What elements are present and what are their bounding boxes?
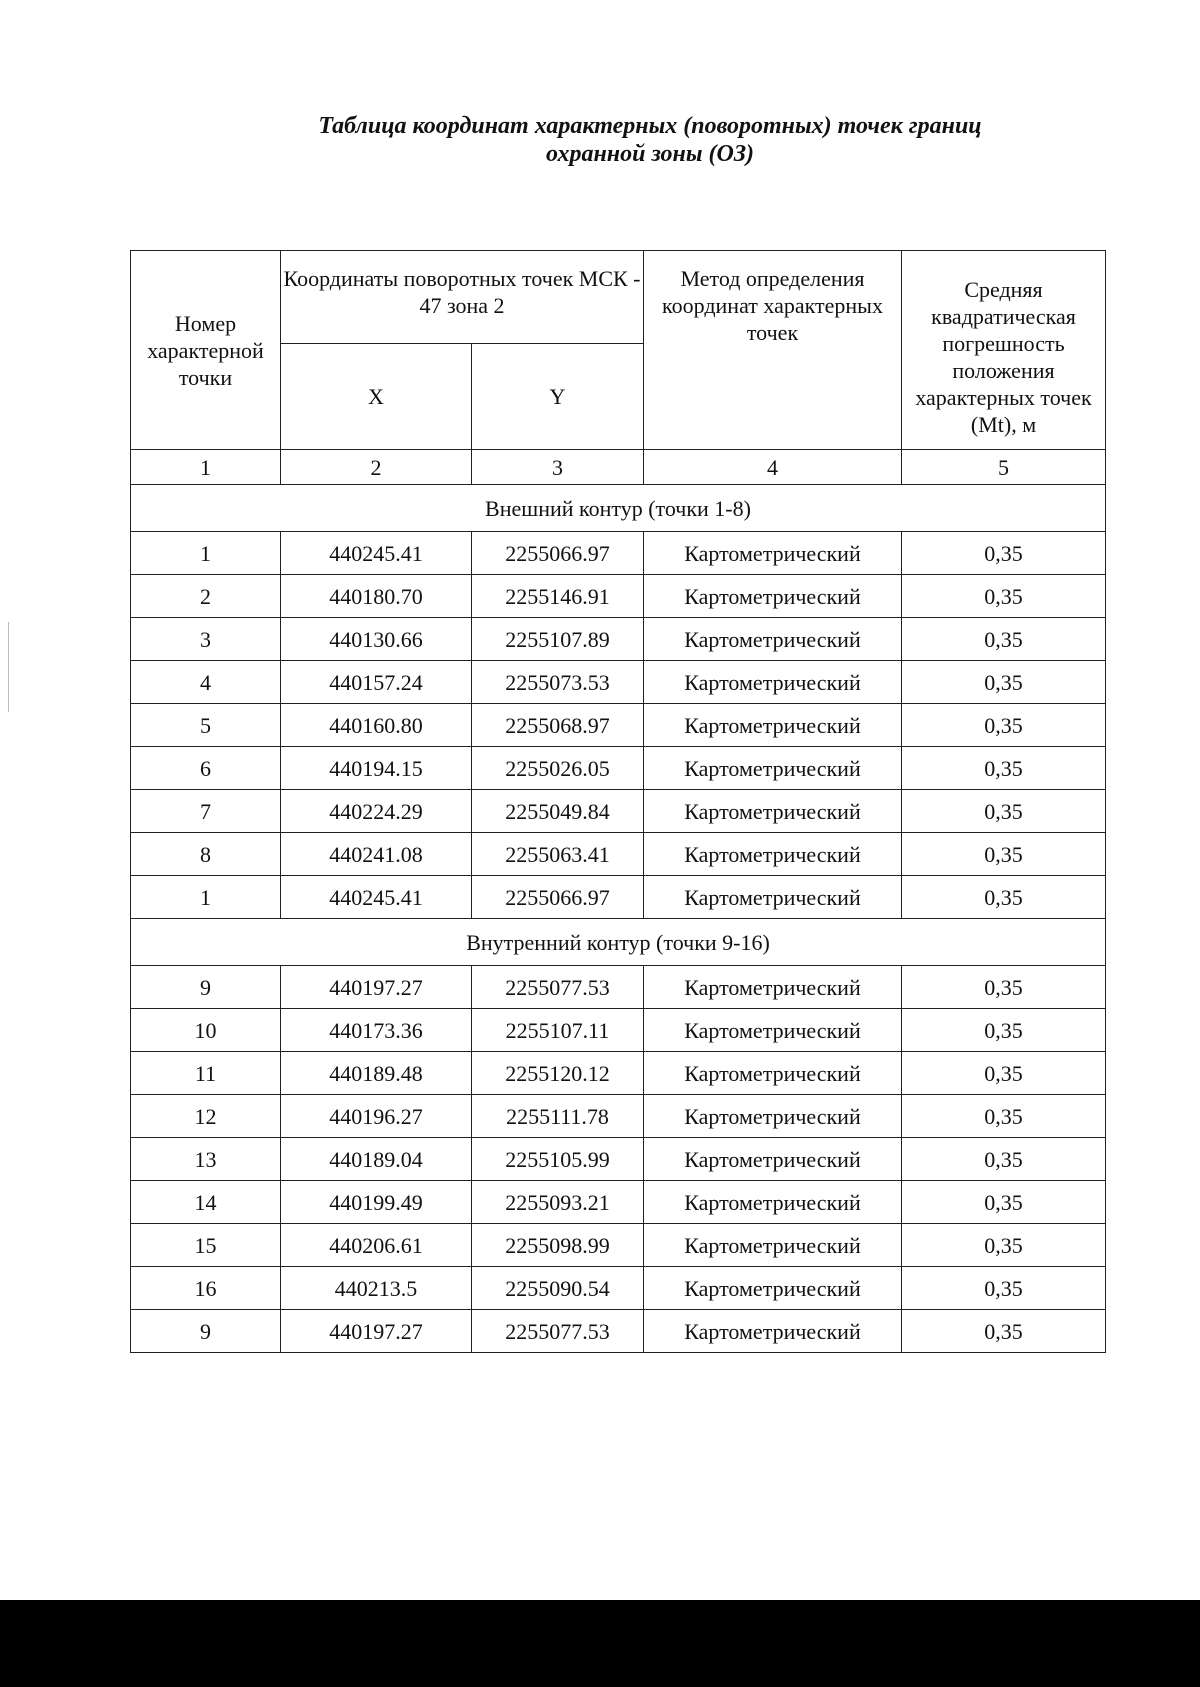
header-row-1	[131, 251, 1106, 344]
column-number: 5	[902, 450, 1106, 485]
error-cell: 0,35	[902, 575, 1106, 618]
section-header-row	[131, 485, 1106, 532]
method-cell: Картометрический	[644, 704, 902, 747]
table-row	[131, 876, 1106, 919]
section-header-row	[131, 919, 1106, 966]
x-coordinate-cell: 440196.27	[281, 1095, 472, 1138]
table-row	[131, 1052, 1106, 1095]
title-line-2: охранной зоны (ОЗ)	[545, 141, 755, 167]
column-number: 4	[644, 450, 902, 485]
method-cell: Картометрический	[644, 833, 902, 876]
point-number-cell: 1	[131, 532, 281, 575]
method-cell: Картометрический	[644, 1095, 902, 1138]
method-cell: Картометрический	[644, 1052, 902, 1095]
column-numbers-row	[131, 450, 1106, 485]
error-cell: 0,35	[902, 1310, 1106, 1353]
error-cell: 0,35	[902, 661, 1106, 704]
y-coordinate-cell: 2255066.97	[472, 876, 644, 919]
point-number-cell: 4	[131, 661, 281, 704]
scan-artifact-line	[8, 622, 9, 712]
x-coordinate-cell: 440160.80	[281, 704, 472, 747]
error-cell: 0,35	[902, 833, 1106, 876]
point-number-cell: 8	[131, 833, 281, 876]
method-cell: Картометрический	[644, 966, 902, 1009]
error-cell: 0,35	[902, 966, 1106, 1009]
x-coordinate-cell: 440245.41	[281, 876, 472, 919]
point-number-cell: 2	[131, 575, 281, 618]
x-coordinate-cell: 440157.24	[281, 661, 472, 704]
error-cell: 0,35	[902, 1138, 1106, 1181]
error-cell: 0,35	[902, 1052, 1106, 1095]
column-number: 2	[281, 450, 472, 485]
error-cell: 0,35	[902, 790, 1106, 833]
point-number-cell: 5	[131, 704, 281, 747]
y-coordinate-cell: 2255107.11	[472, 1009, 644, 1052]
header-method: Метод определения координат характерных точек	[644, 251, 902, 450]
method-cell: Картометрический	[644, 618, 902, 661]
method-cell: Картометрический	[644, 790, 902, 833]
point-number-cell: 14	[131, 1181, 281, 1224]
method-cell: Картометрический	[644, 1138, 902, 1181]
point-number-cell: 9	[131, 966, 281, 1009]
scan-dark-band	[0, 1600, 1200, 1687]
error-cell: 0,35	[902, 747, 1106, 790]
y-coordinate-cell: 2255026.05	[472, 747, 644, 790]
x-coordinate-cell: 440213.5	[281, 1267, 472, 1310]
y-coordinate-cell: 2255049.84	[472, 790, 644, 833]
point-number-cell: 10	[131, 1009, 281, 1052]
table-row	[131, 704, 1106, 747]
method-cell: Картометрический	[644, 747, 902, 790]
document-title	[200, 112, 1100, 168]
method-cell: Картометрический	[644, 575, 902, 618]
table-row	[131, 1310, 1106, 1353]
x-coordinate-cell: 440241.08	[281, 833, 472, 876]
method-cell: Картометрический	[644, 1310, 902, 1353]
error-cell: 0,35	[902, 532, 1106, 575]
table-row	[131, 747, 1106, 790]
table-row	[131, 1224, 1106, 1267]
x-coordinate-cell: 440206.61	[281, 1224, 472, 1267]
point-number-cell: 1	[131, 876, 281, 919]
y-coordinate-cell: 2255098.99	[472, 1224, 644, 1267]
x-coordinate-cell: 440173.36	[281, 1009, 472, 1052]
point-number-cell: 9	[131, 1310, 281, 1353]
point-number-cell: 16	[131, 1267, 281, 1310]
table-row	[131, 1181, 1106, 1224]
point-number-cell: 7	[131, 790, 281, 833]
coordinates-table	[130, 250, 1106, 1353]
method-cell: Картометрический	[644, 876, 902, 919]
error-cell: 0,35	[902, 704, 1106, 747]
y-coordinate-cell: 2255107.89	[472, 618, 644, 661]
section-title: Внешний контур (точки 1-8)	[131, 485, 1106, 532]
y-coordinate-cell: 2255105.99	[472, 1138, 644, 1181]
table-row	[131, 833, 1106, 876]
method-cell: Картометрический	[644, 1224, 902, 1267]
y-coordinate-cell: 2255063.41	[472, 833, 644, 876]
y-coordinate-cell: 2255066.97	[472, 532, 644, 575]
table-row	[131, 1138, 1106, 1181]
error-cell: 0,35	[902, 1181, 1106, 1224]
method-cell: Картометрический	[644, 1267, 902, 1310]
header-point-number: Номер характерной точки	[131, 251, 281, 450]
method-cell: Картометрический	[644, 1009, 902, 1052]
method-cell: Картометрический	[644, 661, 902, 704]
point-number-cell: 12	[131, 1095, 281, 1138]
coordinates-table-body	[131, 251, 1106, 1353]
table-row	[131, 790, 1106, 833]
column-number: 3	[472, 450, 644, 485]
table-row	[131, 532, 1106, 575]
x-coordinate-cell: 440189.48	[281, 1052, 472, 1095]
x-coordinate-cell: 440224.29	[281, 790, 472, 833]
header-y: Y	[472, 344, 644, 450]
error-cell: 0,35	[902, 876, 1106, 919]
header-x: X	[281, 344, 472, 450]
y-coordinate-cell: 2255077.53	[472, 1310, 644, 1353]
point-number-cell: 11	[131, 1052, 281, 1095]
x-coordinate-cell: 440180.70	[281, 575, 472, 618]
y-coordinate-cell: 2255111.78	[472, 1095, 644, 1138]
x-coordinate-cell: 440245.41	[281, 532, 472, 575]
error-cell: 0,35	[902, 618, 1106, 661]
header-error: Средняя квадратическая погрешность положения характерных точек (Mt), м	[902, 251, 1106, 450]
x-coordinate-cell: 440197.27	[281, 966, 472, 1009]
table-row	[131, 1009, 1106, 1052]
y-coordinate-cell: 2255120.12	[472, 1052, 644, 1095]
x-coordinate-cell: 440194.15	[281, 747, 472, 790]
x-coordinate-cell: 440199.49	[281, 1181, 472, 1224]
table-row	[131, 1267, 1106, 1310]
column-number: 1	[131, 450, 281, 485]
title-line-1: Таблица координат характерных (поворотных) точек границ	[318, 113, 982, 139]
method-cell: Картометрический	[644, 532, 902, 575]
table-row	[131, 618, 1106, 661]
point-number-cell: 13	[131, 1138, 281, 1181]
table-row	[131, 966, 1106, 1009]
x-coordinate-cell: 440189.04	[281, 1138, 472, 1181]
point-number-cell: 15	[131, 1224, 281, 1267]
y-coordinate-cell: 2255146.91	[472, 575, 644, 618]
error-cell: 0,35	[902, 1009, 1106, 1052]
table-row	[131, 1095, 1106, 1138]
method-cell: Картометрический	[644, 1181, 902, 1224]
section-title: Внутренний контур (точки 9-16)	[131, 919, 1106, 966]
table-row	[131, 575, 1106, 618]
x-coordinate-cell: 440130.66	[281, 618, 472, 661]
y-coordinate-cell: 2255077.53	[472, 966, 644, 1009]
error-cell: 0,35	[902, 1224, 1106, 1267]
x-coordinate-cell: 440197.27	[281, 1310, 472, 1353]
error-cell: 0,35	[902, 1267, 1106, 1310]
table-row	[131, 661, 1106, 704]
header-coordinates: Координаты поворотных точек МСК - 47 зона 2	[281, 251, 644, 344]
point-number-cell: 6	[131, 747, 281, 790]
error-cell: 0,35	[902, 1095, 1106, 1138]
y-coordinate-cell: 2255090.54	[472, 1267, 644, 1310]
y-coordinate-cell: 2255073.53	[472, 661, 644, 704]
y-coordinate-cell: 2255093.21	[472, 1181, 644, 1224]
point-number-cell: 3	[131, 618, 281, 661]
y-coordinate-cell: 2255068.97	[472, 704, 644, 747]
